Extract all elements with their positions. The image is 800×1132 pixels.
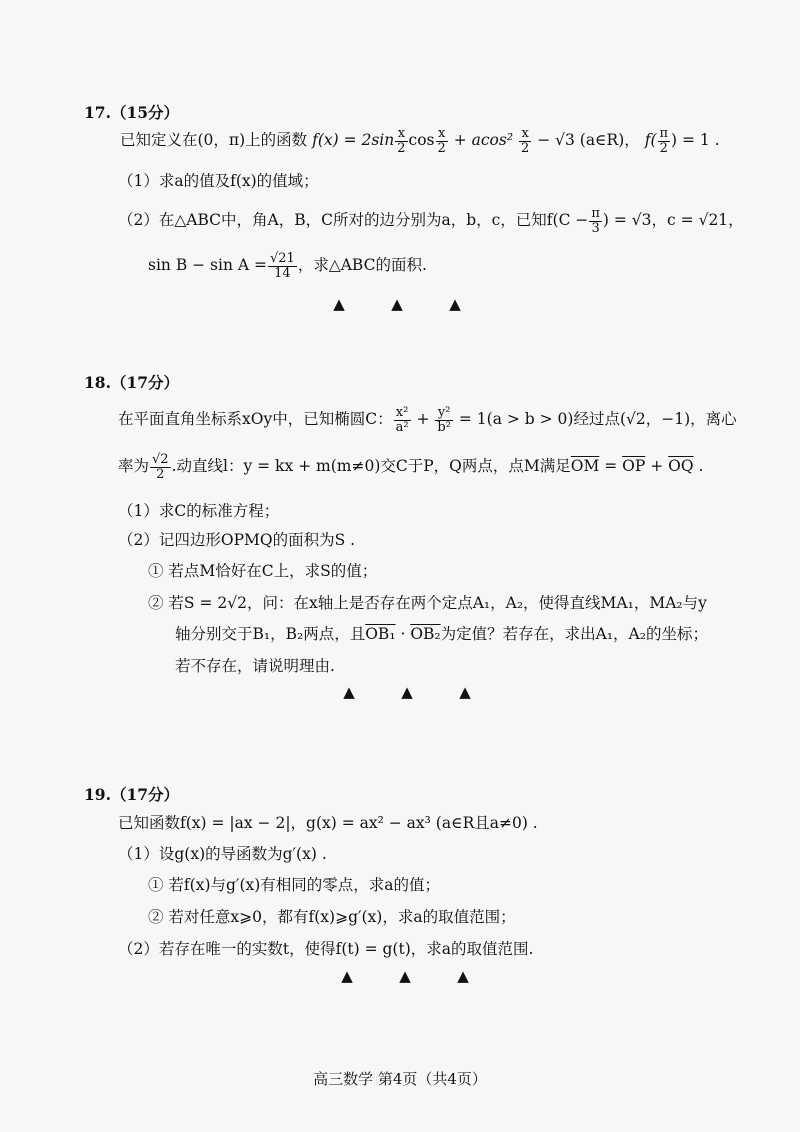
triangle-mark: ▲: [343, 683, 355, 701]
vector: $\overline{OM}$: [570, 457, 600, 476]
problem-18-statement-cont: [118, 453, 703, 481]
problem-17-q1: （1）求a的值及f(x)的值域；: [118, 172, 319, 190]
vector: OB₂: [410, 625, 441, 643]
fraction: [658, 127, 671, 155]
text: +: [645, 457, 669, 476]
problem-18-s2: ② 若S = 2√2，问：在x轴上是否存在两个定点A₁，A₂，使得直线MA₁，MA₂与y: [148, 594, 707, 612]
problem-19-statement: 已知函数f(x) = |ax − 2|，g(x) = ax² − ax³ (a∈R且a≠0) .: [118, 814, 538, 832]
triangle-mark: ▲: [333, 295, 345, 313]
problem-17-statement: [120, 127, 720, 155]
problem-17-title: 17.（15分）: [84, 103, 180, 122]
formula: + acos²: [448, 131, 518, 150]
denominator: 2: [437, 140, 446, 156]
formula: ) = 1 .: [671, 131, 720, 150]
problem-17-q2: [118, 207, 744, 235]
end-marks: [310, 295, 484, 313]
numerator: √21: [269, 251, 295, 266]
numerator: x: [436, 127, 448, 142]
page-footer: 高三数学 第4页（共4页）: [313, 1070, 487, 1088]
text: 在平面直角坐标系xOy中，已知椭圆C：: [118, 410, 393, 429]
denominator: b²: [437, 419, 451, 435]
denominator: 2: [520, 140, 530, 156]
end-marks: [320, 683, 494, 701]
triangle-mark: ▲: [341, 967, 353, 985]
fraction: [394, 406, 411, 434]
problem-18-title: 18.（17分）: [84, 373, 180, 392]
fraction: [436, 127, 448, 155]
numerator: x²: [394, 406, 411, 421]
text: sin B − sin A =: [148, 256, 267, 275]
text: .动直线l：y = kx + m(m≠0)交C于P，Q两点，点M满足: [171, 457, 571, 476]
numerator: π: [591, 206, 600, 221]
triangle-mark: ▲: [391, 295, 403, 313]
triangle-mark: ▲: [399, 967, 411, 985]
problem-18-statement: [118, 406, 737, 434]
text: 率为: [118, 457, 150, 476]
formula: cos: [408, 131, 435, 150]
triangle-mark: ▲: [457, 967, 469, 985]
problem-18-s2-cont: [175, 625, 708, 644]
fraction: [150, 453, 171, 481]
denominator: 2: [397, 140, 406, 156]
problem-19-q1: （1）设g(x)的导函数为g′(x) .: [118, 845, 327, 863]
triangle-mark: ▲: [449, 295, 461, 313]
numerator: √2: [152, 452, 169, 467]
text: ，求△ABC的面积.: [297, 256, 427, 275]
fraction: [395, 127, 407, 155]
numerator: π: [659, 126, 669, 141]
problem-18-q1: （1）求C的标准方程；: [118, 502, 280, 520]
text: （2）在△ABC中，角A，B，C所对的边分别为a，b，c，已知f(C −: [118, 211, 589, 230]
text: =: [599, 457, 623, 476]
triangle-mark: ▲: [401, 683, 413, 701]
denominator: 2: [156, 466, 165, 482]
text: +: [411, 410, 435, 429]
formula: f(x) = 2sin: [312, 131, 395, 150]
text: 已知定义在(0，π)上的函数: [120, 131, 313, 150]
problem-19-s2: ② 若对任意x⩾0，都有f(x)⩾g′(x)，求a的取值范围；: [148, 908, 516, 926]
numerator: y²: [435, 406, 453, 421]
text: = 1(a > b > 0)经过点(√2，−1)，离心: [453, 410, 737, 429]
numerator: x: [519, 127, 531, 142]
text: 为定值？若存在，求出A₁，A₂的坐标；: [440, 625, 708, 643]
vector: $\overline{OQ}$: [668, 457, 694, 476]
text: 轴分别交于B₁，B₂两点，且: [175, 625, 366, 643]
denominator: 14: [274, 265, 291, 281]
triangle-mark: ▲: [459, 683, 471, 701]
problem-17-q2-cont: [148, 252, 427, 280]
problem-18-s1: ① 若点M恰好在C上，求S的值；: [148, 562, 378, 580]
formula: f(: [644, 131, 657, 150]
denominator: a²: [395, 419, 409, 435]
problem-19-q2: （2）若存在唯一的实数t，使得f(t) = g(t)，求a的取值范围.: [118, 940, 534, 958]
problem-19-s1: ① 若f(x)与g′(x)有相同的零点，求a的值；: [148, 876, 441, 894]
text: ·: [395, 625, 411, 643]
fraction: [589, 207, 602, 235]
vector: $\overline{OP}$: [622, 457, 646, 476]
denominator: 2: [659, 140, 668, 156]
problem-18-s2-end: 若不存在，请说明理由.: [175, 657, 335, 675]
text: ) = √3，c = √21，: [602, 211, 744, 230]
text: .: [693, 457, 704, 476]
problem-19-title: 19.（17分）: [84, 785, 180, 804]
fraction: [268, 252, 297, 280]
end-marks: [318, 967, 492, 985]
vector: OB₁: [365, 625, 396, 643]
fraction: [435, 406, 453, 434]
problem-18-q2: （2）记四边形OPMQ的面积为S .: [118, 531, 356, 549]
denominator: 3: [591, 220, 600, 236]
formula: − √3 (a∈R)，: [532, 131, 640, 150]
numerator: x: [395, 127, 407, 142]
fraction: [519, 127, 531, 155]
